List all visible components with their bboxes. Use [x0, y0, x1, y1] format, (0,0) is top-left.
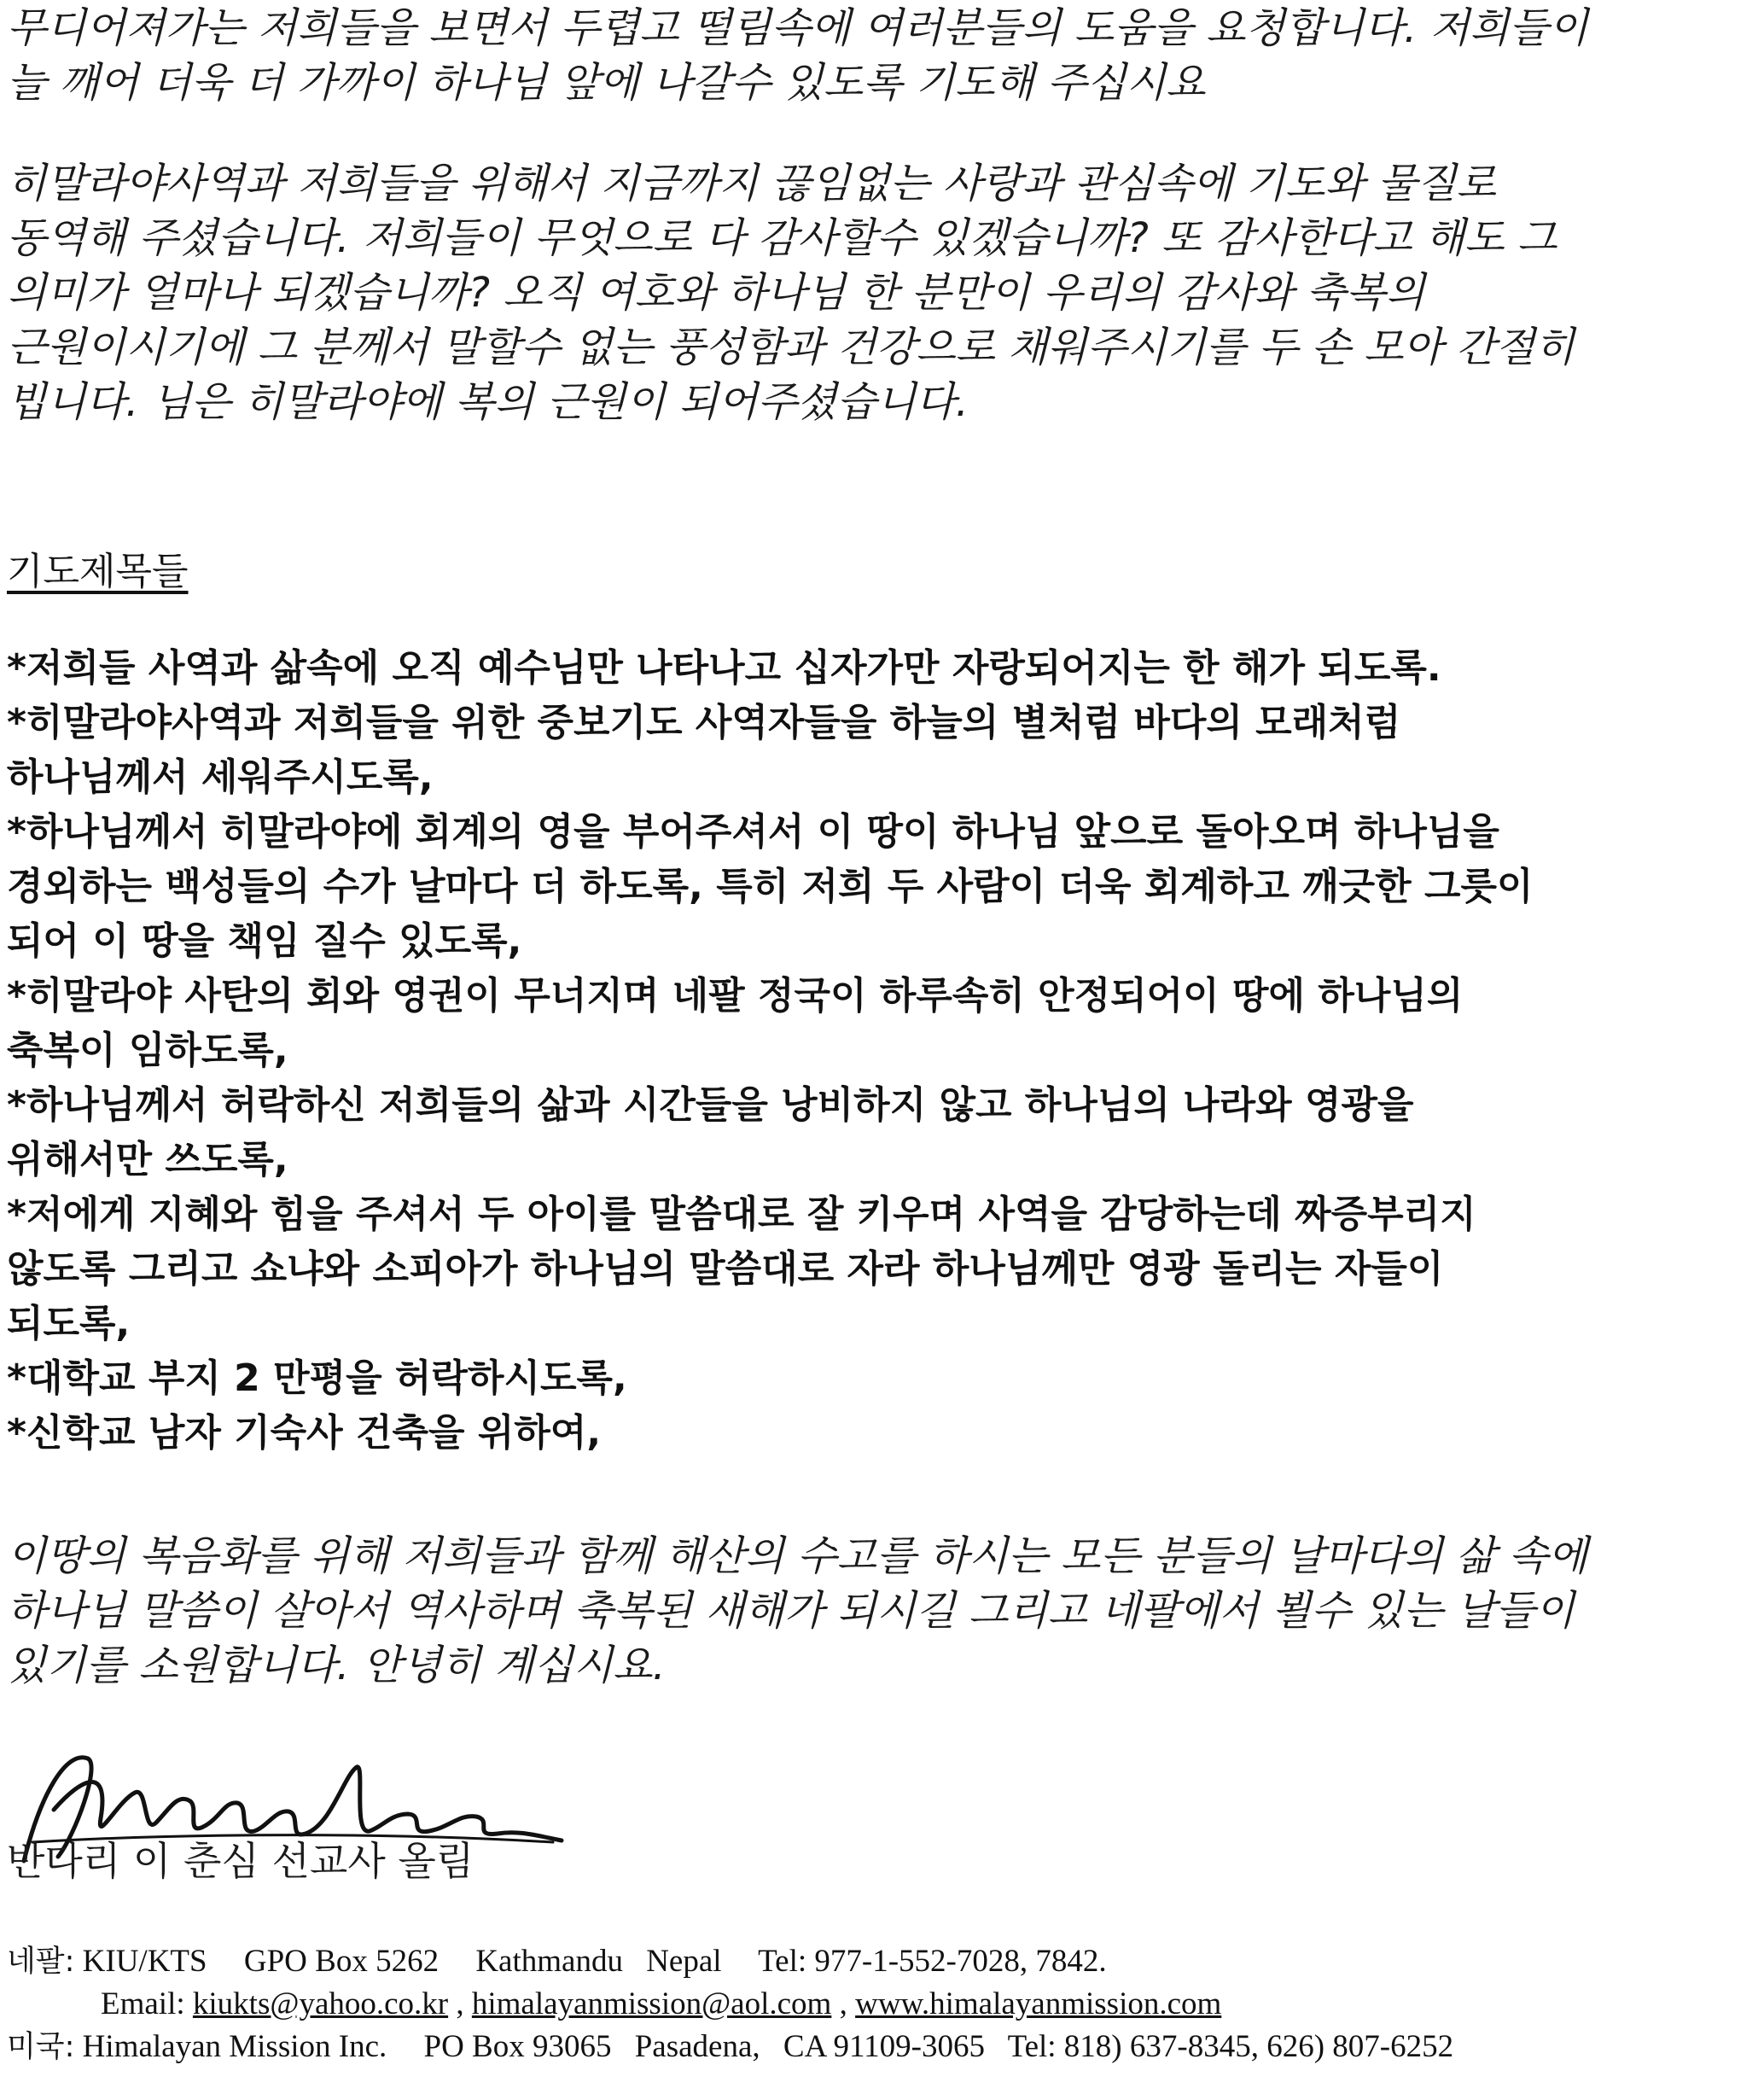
nepal-org: KIU/KTS	[82, 1944, 207, 1979]
usa-label: 미국:	[7, 2030, 75, 2064]
nepal-address	[7, 1939, 1107, 1984]
prayer-line: *저희들 사역과 삶속에 오직 예수님만 나타나고 십자가만 자랑되어지는 한 해가 되도록.	[7, 646, 1441, 690]
closing-line: 있기를 소원합니다. 안녕히 계십시요.	[7, 1642, 666, 1689]
prayer-line: *히말라야사역과 저희들을 위한 중보기도 사역자들을 하늘의 별처럼 바다의 모래처럼	[7, 701, 1401, 744]
prayer-heading: 기도제목들	[7, 550, 189, 593]
closing-line: 하나님 말씀이 살아서 역사하며 축복된 새해가 되시길 그리고 네팔에서 뵐수 있는 날들이	[7, 1587, 1575, 1635]
usa-org: Himalayan Mission Inc.	[82, 2029, 387, 2064]
intro-line: 늘 깨어 더욱 더 가까이 하나님 앞에 나갈수 있도록 기도해 주십시요	[7, 59, 1206, 107]
prayer-line: 경외하는 백성들의 수가 날마다 더 하도록, 특히 저희 두 사람이 더욱 회계하고 깨긋한 그릇이	[7, 865, 1534, 908]
prayer-line: *히말라야 사탄의 회와 영권이 무너지며 네팔 정국이 하루속히 안정되어이 땅에 하나님의	[7, 974, 1464, 1018]
prayer-line: 축복이 임하도록,	[7, 1029, 288, 1072]
prayer-line: *신학교 남자 기숙사 건축을 위하여,	[7, 1411, 602, 1455]
nepal-tel: Tel: 977-1-552-7028, 7842.	[758, 1944, 1107, 1979]
sender-name: 반다리 이 춘심 선교사 올림	[7, 1838, 474, 1884]
prayer-line: 위해서만 쓰도록,	[7, 1138, 288, 1181]
nepal-country: Nepal	[646, 1944, 722, 1979]
email-line: Email: kiukts@yahoo.co.kr , himalayanmission@aol.com , www.himalayanmission.com	[101, 1986, 1222, 2021]
prayer-line: 하나님께서 세워주시도록,	[7, 755, 434, 799]
usa-tel: Tel: 818) 637-8345, 626) 807-6252	[1007, 2029, 1454, 2064]
nepal-box: GPO Box 5262	[243, 1944, 440, 1979]
thanks-line: 근원이시기에 그 분께서 말할수 없는 풍성함과 건강으로 채워주시기를 두 손 모아 간절히	[7, 324, 1575, 371]
nepal-label: 네팔:	[7, 1945, 75, 1979]
usa-state-zip: CA 91109-3065	[783, 2029, 985, 2064]
prayer-line: *하나님께서 허락하신 저희들의 삶과 시간들을 낭비하지 않고 하나님의 나라와 영광을	[7, 1083, 1414, 1127]
closing-line: 이땅의 복음화를 위해 저희들과 함께 해산의 수고를 하시는 모든 분들의 날마다의 삶 속에	[7, 1532, 1588, 1580]
email-link-kiukts[interactable]: kiukts@yahoo.co.kr	[192, 1986, 449, 2021]
website-link[interactable]: www.himalayanmission.com	[855, 1986, 1222, 2021]
thanks-line: 의미가 얼마나 되겠습니까? 오직 여호와 하나님 한 분만이 우리의 감사와 축복의	[7, 269, 1425, 317]
thanks-line: 동역해 주셨습니다. 저희들이 무엇으로 다 감사할수 있겠습니까? 또 감사한다고 해도 그	[7, 214, 1557, 262]
prayer-line: 되도록,	[7, 1302, 131, 1345]
email-link-himalayan[interactable]: himalayanmission@aol.com	[471, 1986, 832, 2021]
prayer-line: *저에게 지혜와 힘을 주셔서 두 아이를 말씀대로 잘 키우며 사역을 감당하는데 짜증부리지	[7, 1193, 1476, 1236]
prayer-line: *하나님께서 히말라야에 회계의 영을 부어주셔서 이 땅이 하나님 앞으로 돌아오며 하나님을	[7, 810, 1499, 854]
usa-address	[7, 2025, 1453, 2069]
prayer-line: *대학교 부지 2 만평을 허락하시도록,	[7, 1356, 627, 1400]
thanks-line: 빕니다. 님은 히말라야에 복의 근원이 되어주셨습니다.	[7, 378, 969, 426]
thanks-line: 히말라야사역과 저희들을 위해서 지금까지 끊임없는 사랑과 관심속에 기도와 물질로	[7, 160, 1496, 207]
nepal-city: Kathmandu	[475, 1944, 623, 1979]
prayer-line: 되어 이 땅을 책임 질수 있도록,	[7, 919, 522, 963]
prayer-line: 않도록 그리고 쇼냐와 소피아가 하나님의 말씀대로 자라 하나님께만 영광 돌리는 자들이	[7, 1247, 1444, 1291]
usa-city: Pasadena,	[634, 2029, 760, 2064]
email-label: Email:	[101, 1986, 185, 2021]
intro-line: 무디어져가는 저희들을 보면서 두렵고 떨림속에 여러분들의 도움을 요청합니다. 저희들이	[7, 4, 1588, 52]
usa-box: PO Box 93065	[423, 2029, 612, 2064]
